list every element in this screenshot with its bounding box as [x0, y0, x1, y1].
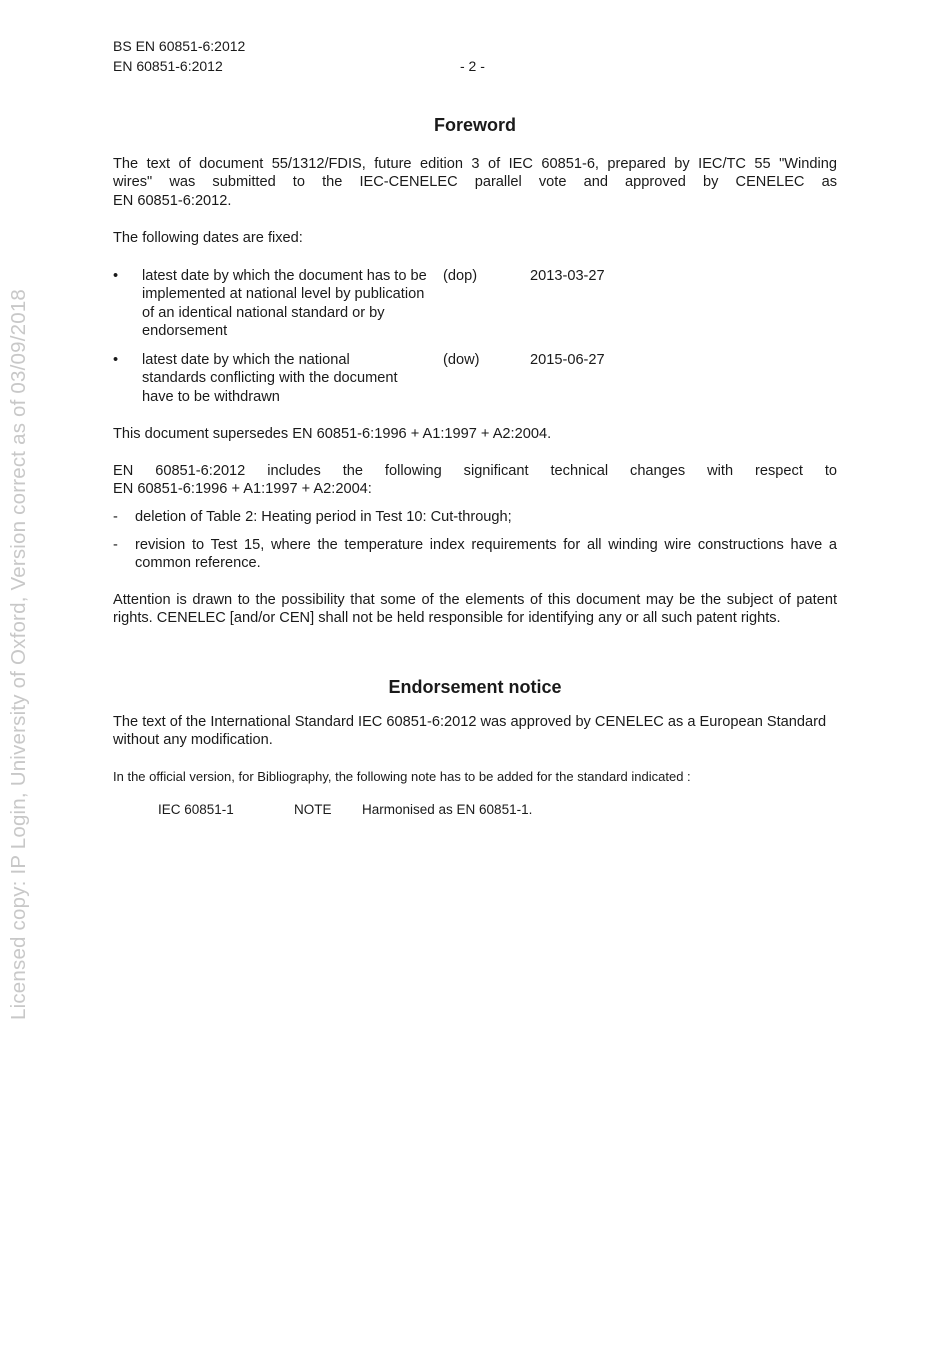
license-watermark: Licensed copy: IP Login, University of Oxford, Version correct as of 03/09/2018: [7, 288, 30, 1020]
foreword-intro-line: wires" was submitted to the IEC-CENELEC parallel vote and approved by CENELEC as: [113, 174, 837, 191]
note-label: NOTE: [294, 802, 332, 817]
header-standard-bs: BS EN 60851-6:2012: [113, 38, 246, 54]
dash-icon: -: [113, 537, 118, 553]
foreword-title: Foreword: [433, 115, 516, 135]
header-standard-en: EN 60851-6:2012: [113, 58, 223, 74]
change-text: revision to Test 15, where the temperature index requirements for all winding wire constructions have a common reference.: [135, 537, 837, 572]
changes-intro-line: EN 60851-6:2012 includes the following significant technical changes with respect to: [113, 463, 837, 479]
date-value: 2015-06-27: [530, 352, 605, 368]
note-text: Harmonised as EN 60851-1.: [362, 802, 533, 817]
attention-text: Attention is drawn to the possibility that some of the elements of this document may be the subject of patent rights. CENELEC [and/or CEN] shall not be held responsible for identifying any or all such patent rights.: [113, 592, 837, 627]
endorsement-title: Endorsement notice: [388, 677, 562, 697]
date-code: (dow): [443, 352, 480, 368]
changes-intro: [113, 462, 837, 499]
change-text: deletion of Table 2: Heating period in Test 10: Cut-through;: [135, 509, 512, 525]
page-number: - 2 -: [460, 58, 485, 74]
bullet-icon: •: [113, 352, 119, 368]
foreword-intro: [113, 155, 837, 210]
date-description: latest date by which the national standards conflicting with the document have to be withdrawn: [142, 352, 398, 405]
foreword-intro-line: EN 60851-6:2012.: [113, 192, 232, 209]
foreword-intro-line: The text of document 55/1312/FDIS, future edition 3 of IEC 60851-6, prepared by IEC/TC 55 "Winding: [113, 156, 837, 172]
dash-icon: -: [113, 509, 118, 525]
date-description: latest date by which the document has to be implemented at national level by publication of an identical national standard or by endorsement: [142, 268, 427, 339]
date-code: (dop): [443, 268, 478, 284]
endorsement-text: The text of the International Standard IEC 60851-6:2012 was approved by CENELEC as a European Standard without any modification.: [113, 714, 827, 749]
bullet-icon: •: [113, 268, 119, 284]
dates-intro: The following dates are fixed:: [113, 230, 303, 246]
official-note: In the official version, for Bibliography, the following note has to be added for the standard indicated :: [113, 769, 691, 784]
date-value: 2013-03-27: [530, 268, 605, 284]
note-standard: IEC 60851-1: [158, 802, 234, 817]
changes-intro-line: EN 60851-6:1996 + A1:1997 + A2:2004:: [113, 481, 372, 498]
supersedes-text: This document supersedes EN 60851-6:1996 + A1:1997 + A2:2004.: [113, 426, 552, 442]
